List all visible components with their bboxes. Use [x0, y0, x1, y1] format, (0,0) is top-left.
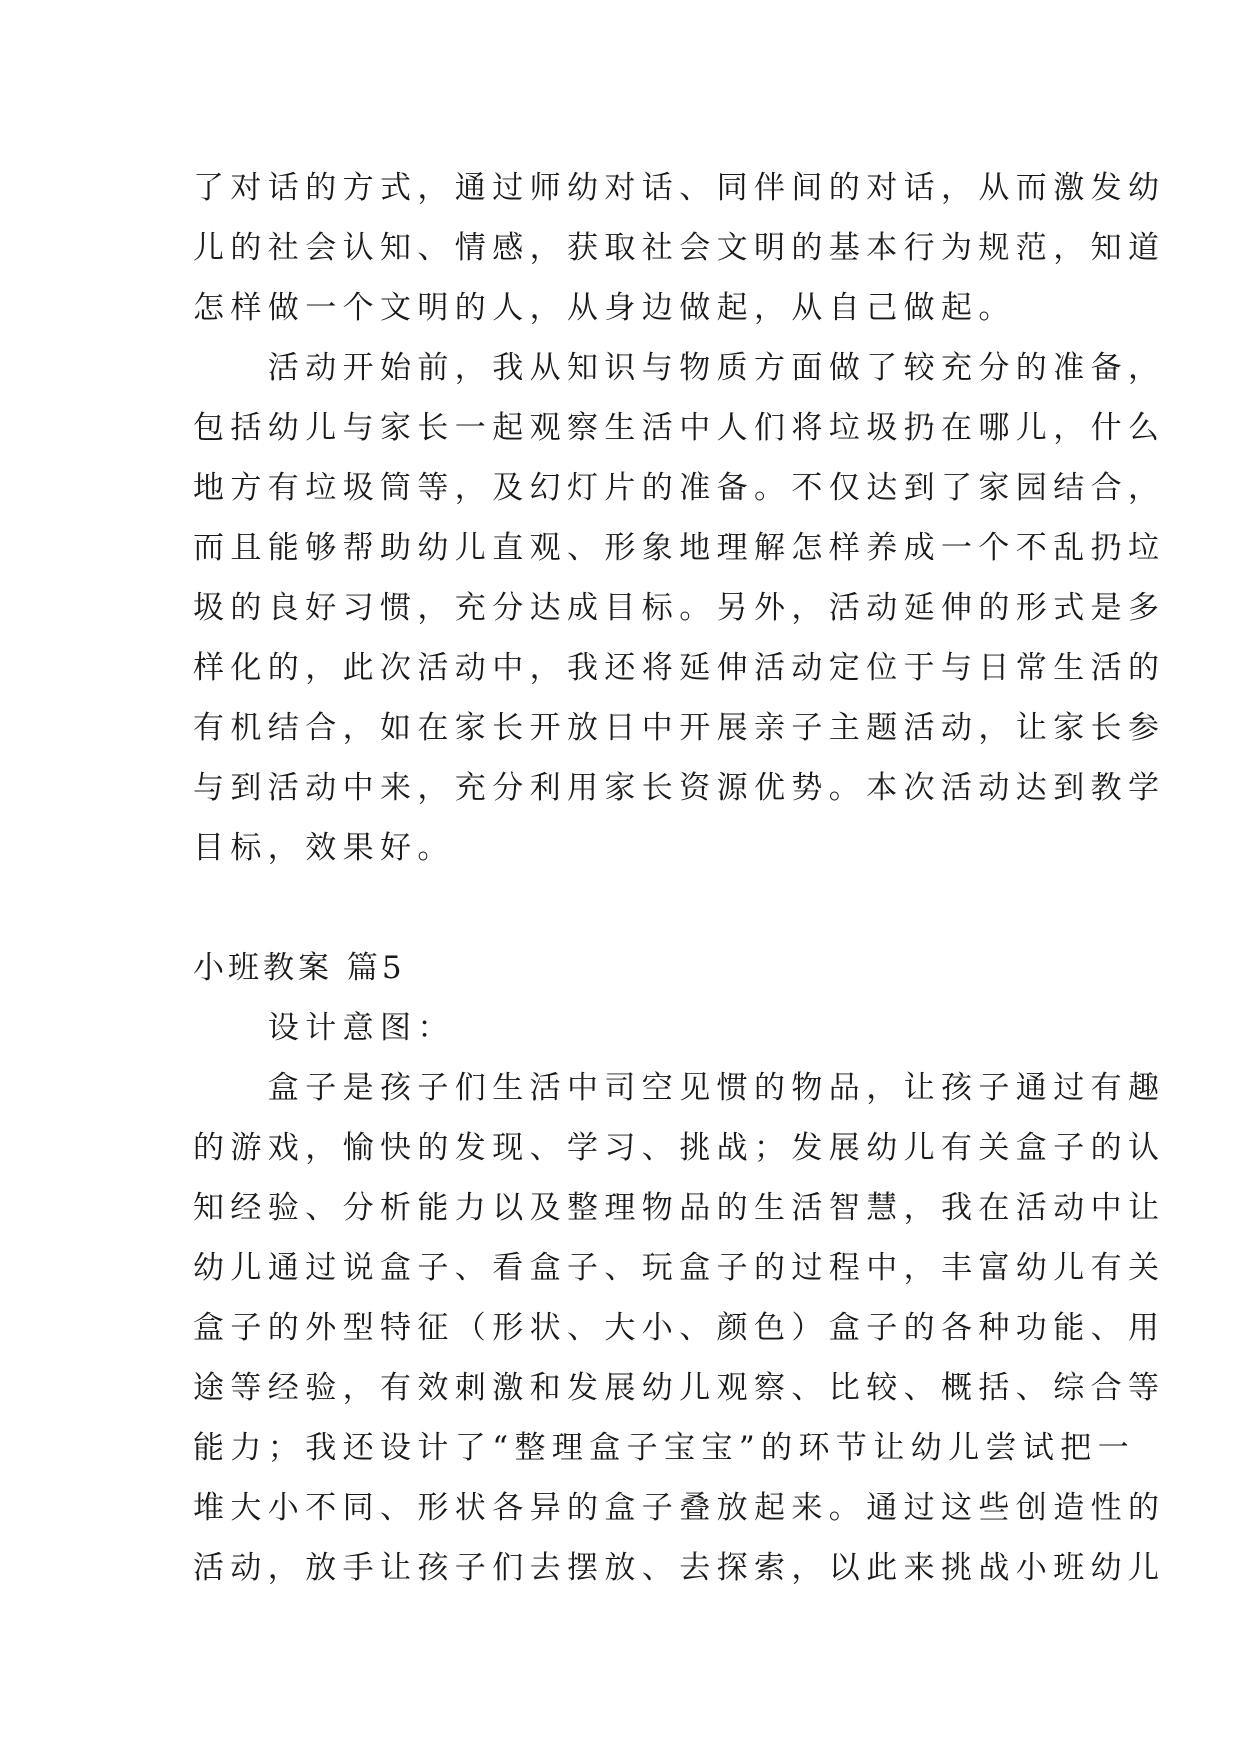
paragraph-line: 怎样做一个文明的人，从身边做起，从自己做起。: [193, 290, 1016, 326]
paragraph-line: 盒子是孩子们生活中司空见惯的物品，让孩子通过有趣: [193, 1070, 1166, 1106]
paragraph-line: 与到活动中来，充分利用家长资源优势。本次活动达到教学: [193, 770, 1166, 806]
subheading-line: 设计意图：: [193, 1010, 455, 1046]
paragraph-line: 包括幼儿与家长一起观察生活中人们将垃圾扔在哪儿，什么: [193, 410, 1166, 446]
paragraph-line: 目标，效果好。: [193, 830, 455, 866]
paragraph-line: 的游戏，愉快的发现、学习、挑战；发展幼儿有关盒子的认: [193, 1130, 1166, 1166]
paragraph-line: 活动，放手让孩子们去摆放、去探索，以此来挑战小班幼儿: [193, 1550, 1166, 1586]
section-heading: 小班教案 篇5: [193, 950, 406, 986]
paragraph-line: 能力；我还设计了“整理盒子宝宝”的环节让幼儿尝试把一: [193, 1430, 1136, 1466]
paragraph-line: 有机结合，如在家长开放日中开展亲子主题活动，让家长参: [193, 710, 1166, 746]
paragraph-line: 地方有垃圾筒等，及幻灯片的准备。不仅达到了家园结合，: [193, 470, 1166, 506]
paragraph-line: 而且能够帮助幼儿直观、形象地理解怎样养成一个不乱扔垃: [193, 530, 1166, 566]
paragraph-line: 知经验、分析能力以及整理物品的生活智慧，我在活动中让: [193, 1190, 1166, 1226]
paragraph-line: 幼儿通过说盒子、看盒子、玩盒子的过程中，丰富幼儿有关: [193, 1250, 1166, 1286]
paragraph-line: 盒子的外型特征（形状、大小、颜色）盒子的各种功能、用: [193, 1310, 1166, 1346]
paragraph-line: 堆大小不同、形状各异的盒子叠放起来。通过这些创造性的: [193, 1490, 1166, 1526]
paragraph-line: 儿的社会认知、情感，获取社会文明的基本行为规范，知道: [193, 230, 1166, 266]
paragraph-line: 途等经验，有效刺激和发展幼儿观察、比较、概括、综合等: [193, 1370, 1166, 1406]
paragraph-line: 活动开始前，我从知识与物质方面做了较充分的准备，: [193, 350, 1166, 386]
paragraph-line: 圾的良好习惯，充分达成目标。另外，活动延伸的形式是多: [193, 590, 1166, 626]
paragraph-line: 了对话的方式，通过师幼对话、同伴间的对话，从而激发幼: [193, 170, 1166, 206]
paragraph-line: 样化的，此次活动中，我还将延伸活动定位于与日常生活的: [193, 650, 1166, 686]
